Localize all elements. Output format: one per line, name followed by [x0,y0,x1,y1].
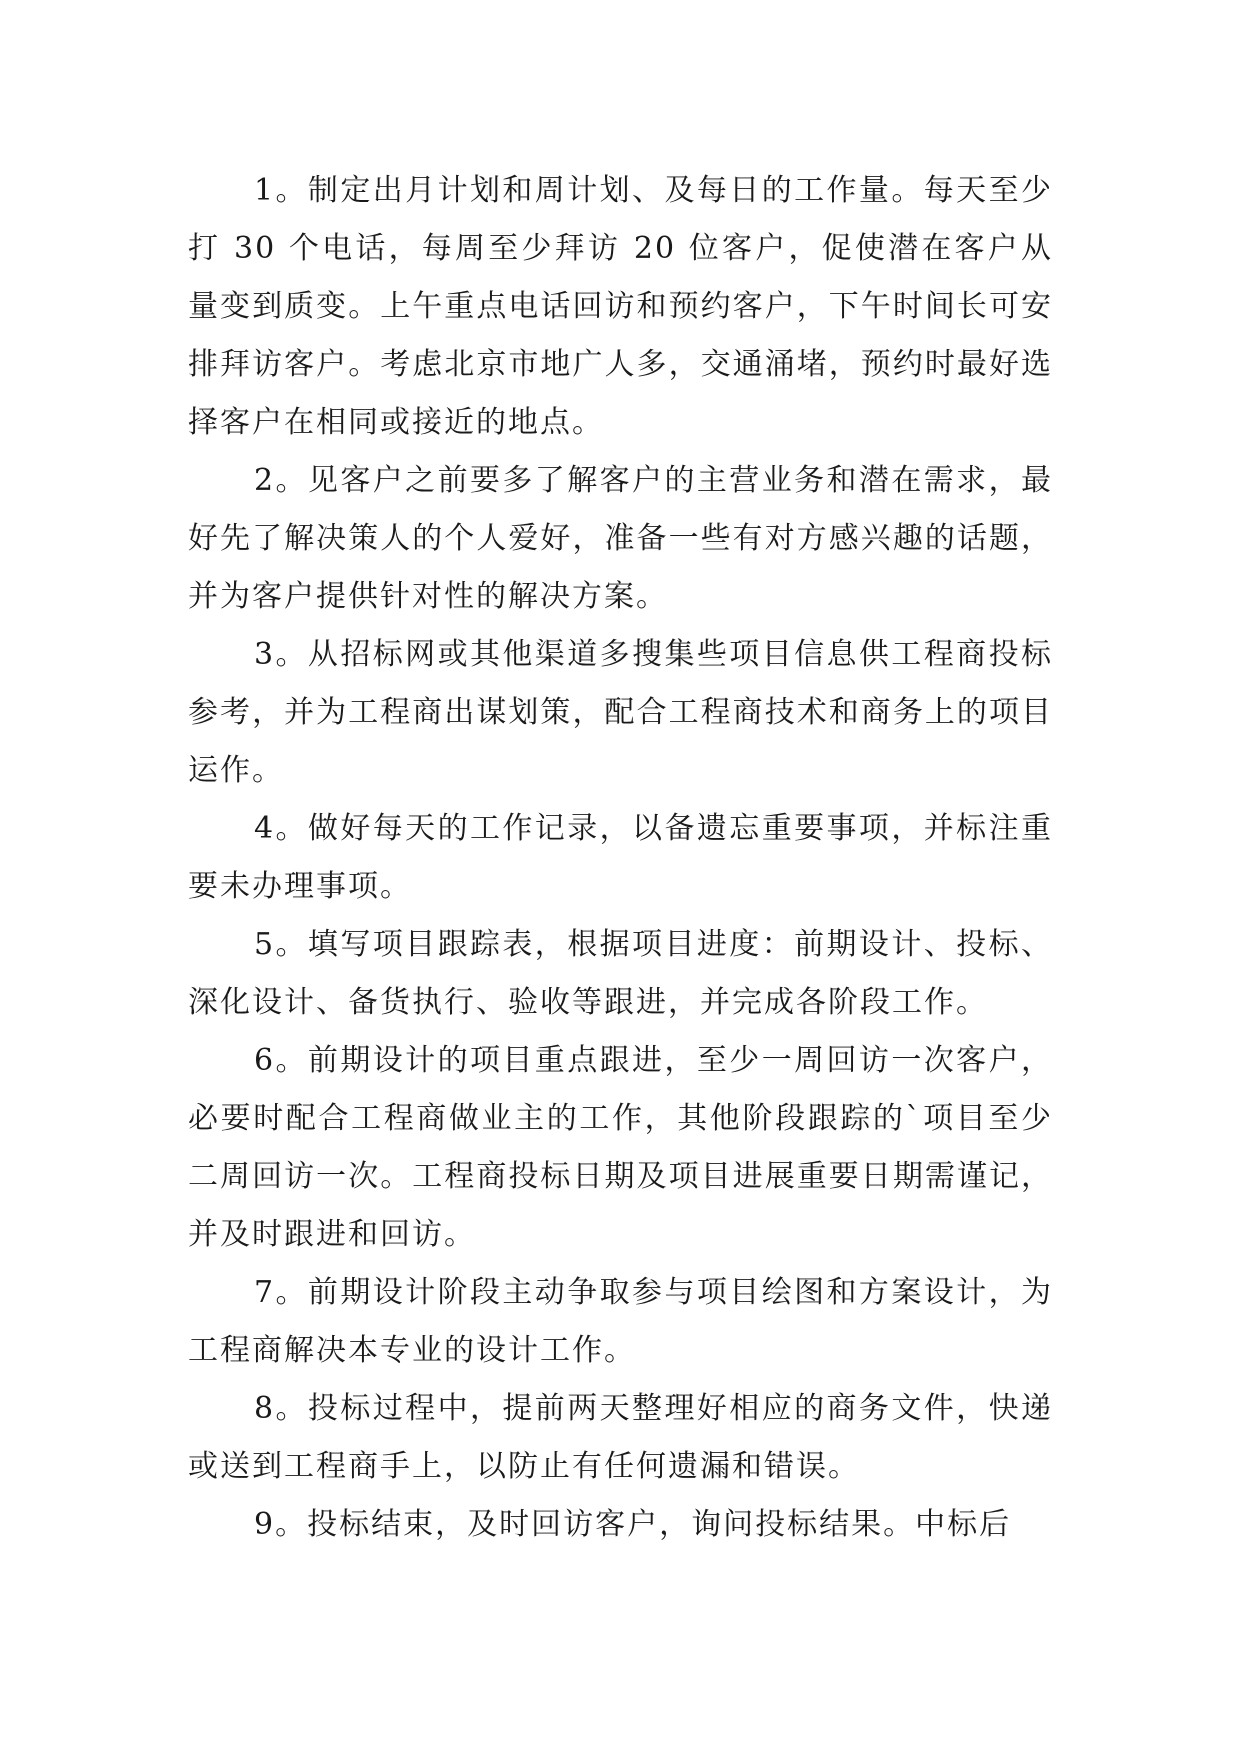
paragraph-9: 9。投标结束，及时回访客户，询问投标结果。中标后 [254,1507,1012,1542]
paragraph-5: 5。填写项目跟踪表，根据项目进度：前期设计、投标、深化设计、备货执行、验收等跟进，并完成各阶段工作。 [188,927,1053,1020]
paragraph-7: 7。前期设计阶段主动争取参与项目绘图和方案设计，为工程商解决本专业的设计工作。 [188,1275,1053,1368]
paragraph-3: 3。从招标网或其他渠道多搜集些项目信息供工程商投标参考，并为工程商出谋划策，配合工程商技术和商务上的项目运作。 [188,637,1053,788]
paragraph-1: 1。制定出月计划和周计划、及每日的工作量。每天至少打 30 个电话，每周至少拜访 20 位客户，促使潜在客户从量变到质变。上午重点电话回访和预约客户，下午时间长可安排拜访客户。考虑北京市地广人多，交通涌堵，预约时最好选择客户在相同或接近的地点。 [188,173,1053,440]
paragraph-2: 2。见客户之前要多了解客户的主营业务和潜在需求，最好先了解决策人的个人爱好，准备一些有对方感兴趣的话题，并为客户提供针对性的解决方案。 [188,463,1053,614]
paragraph-6: 6。前期设计的项目重点跟进，至少一周回访一次客户，必要时配合工程商做业主的工作，其他阶段跟踪的`项目至少二周回访一次。工程商投标日期及项目进展重要日期需谨记，并及时跟进和回访。 [188,1043,1053,1252]
document-body [188,162,1053,1554]
paragraph-8: 8。投标过程中，提前两天整理好相应的商务文件，快递或送到工程商手上，以防止有任何遗漏和错误。 [188,1391,1053,1484]
paragraph-4: 4。做好每天的工作记录，以备遗忘重要事项，并标注重要未办理事项。 [188,811,1053,904]
